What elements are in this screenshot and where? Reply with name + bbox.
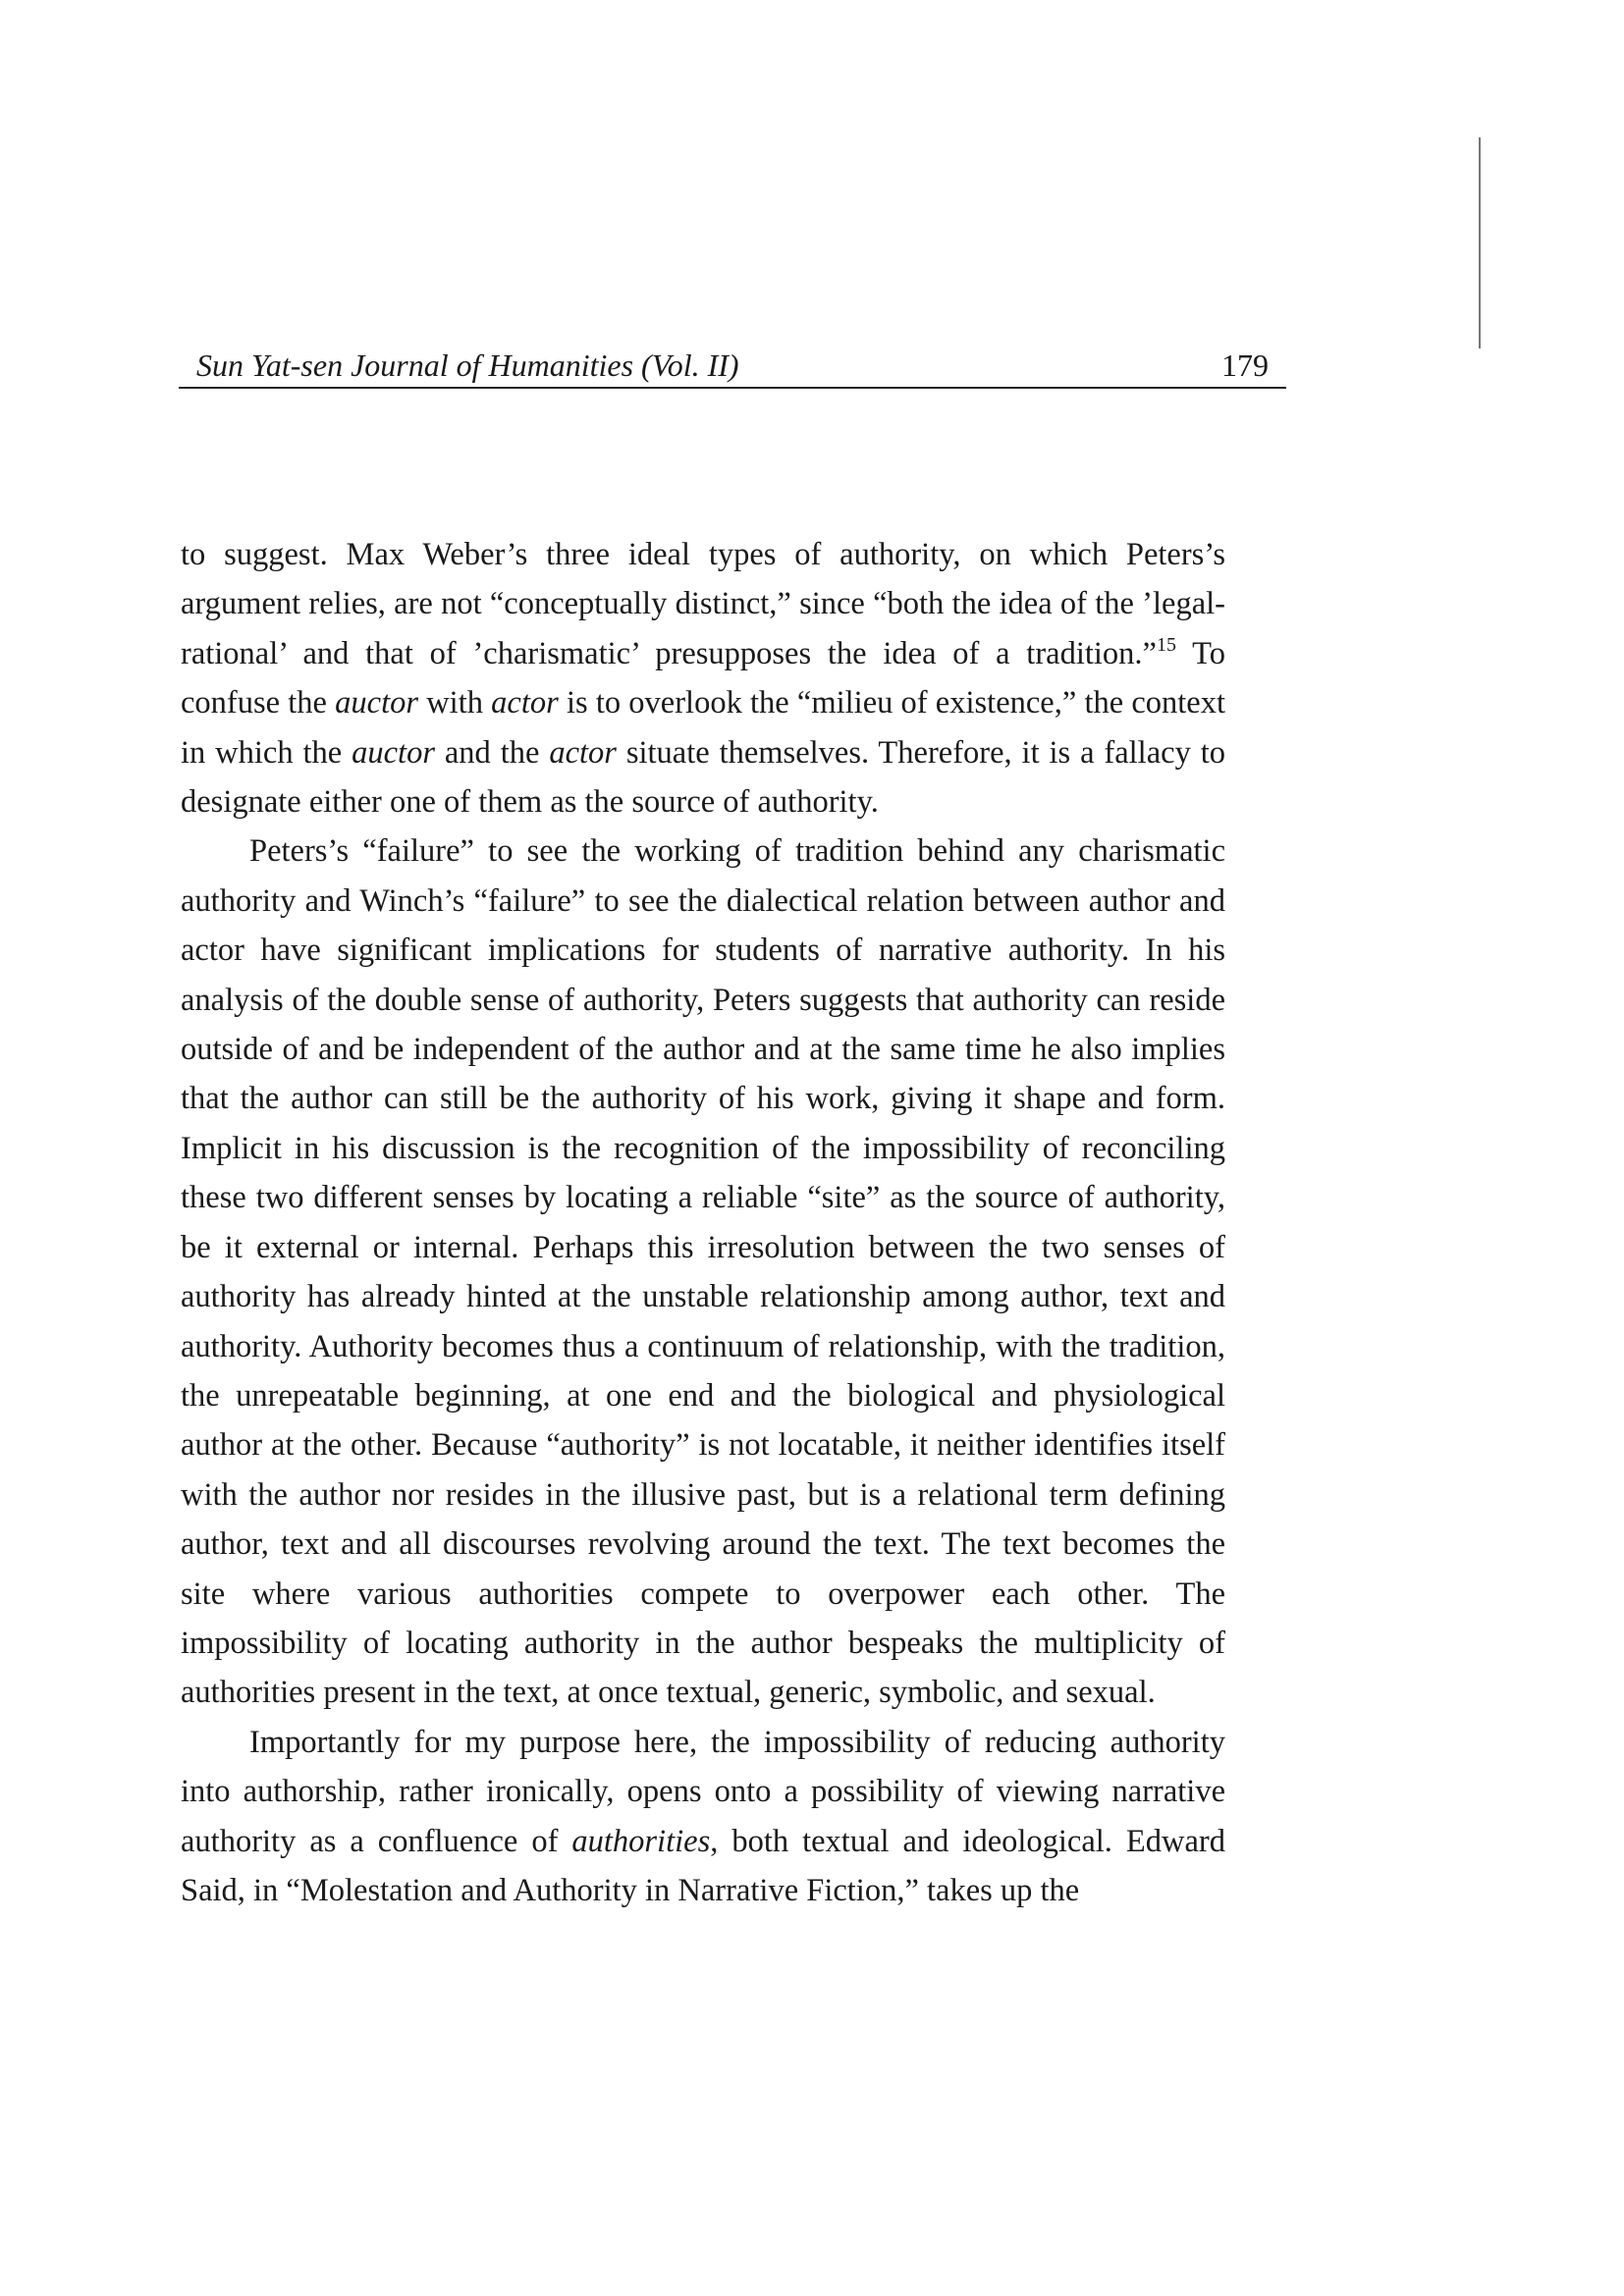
- page-number: 179: [1221, 347, 1269, 383]
- italic-term: authorities: [571, 1823, 711, 1859]
- paragraph-3: [181, 1718, 1225, 1916]
- italic-term: actor: [491, 685, 559, 721]
- italic-term: auctor: [352, 734, 435, 771]
- journal-title: Sun Yat-sen Journal of Humanities (Vol. II): [196, 347, 739, 383]
- paragraph-1-text: is to overlook the “milieu of existence,” the context in which the: [181, 685, 1225, 771]
- paragraph-1-text: with: [418, 685, 492, 721]
- italic-term: actor: [549, 734, 617, 771]
- paragraph-1-text: to suggest. Max Weber’s three ideal types of authority, on which Peters’s argument relies, are not “conceptually distinct,” since “both the idea of the ’legal-rational’ and that of ’charismatic’ presupposes the idea of a tradition.”: [181, 537, 1225, 671]
- footnote-ref-15: 15: [1156, 633, 1176, 656]
- scan-margin-mark: [1479, 137, 1481, 348]
- paragraph-1: [181, 530, 1225, 827]
- italic-term: auctor: [335, 685, 419, 721]
- paragraph-2: Peters’s “failure” to see the working of tradition behind any charismatic authority and Winch’s “failure” to see the dialectical relation between author and actor have significant implications for students of narrative authority. In his analysis of the double sense of authority, Peters suggests that authority can reside outside of and be independent of the author and at the same time he also implies that the author can still be the authority of his work, giving it shape and form. Implicit in his discussion is the recognition of the impossibility of reconciling these two different senses by locating a reliable “site” as the source of authority, be it external or internal. Perhaps this irresolution between the two senses of authority has already hinted at the unstable relationship among author, text and authority. Authority becomes thus a continuum of relationship, with the tradition, the unrepeatable beginning, at one end and the biological and physiological author at the other. Because “authority” is not locatable, it neither identifies itself with the author nor resides in the illusive past, but is a relational term defining author, text and all discourses revolving around the text. The text becomes the site where various authorities compete to overpower each other. The impossibility of locating authority in the author bespeaks the multiplicity of authorities present in the text, at once textual, generic, symbolic, and sexual.: [181, 833, 1225, 1711]
- paragraph-3-text: , both textual and ideological. Edward Said, in “Molestation and Authority in Narrative Fiction,” takes up the: [181, 1823, 1225, 1908]
- body-text: [181, 530, 1225, 1915]
- paragraph-1-text: and the: [434, 734, 550, 771]
- paragraph-1-text: situate themselves. Therefore, it is a fallacy to designate either one of them as the source of authority.: [181, 734, 1225, 821]
- paragraph-3-text: Importantly for my purpose here, the impossibility of reducing authority into authorship, rather ironically, opens onto a possibility of viewing narrative authority as a confluence of: [181, 1724, 1225, 1859]
- running-header: [179, 342, 1286, 389]
- paragraph-1-text: To confuse the: [181, 635, 1225, 721]
